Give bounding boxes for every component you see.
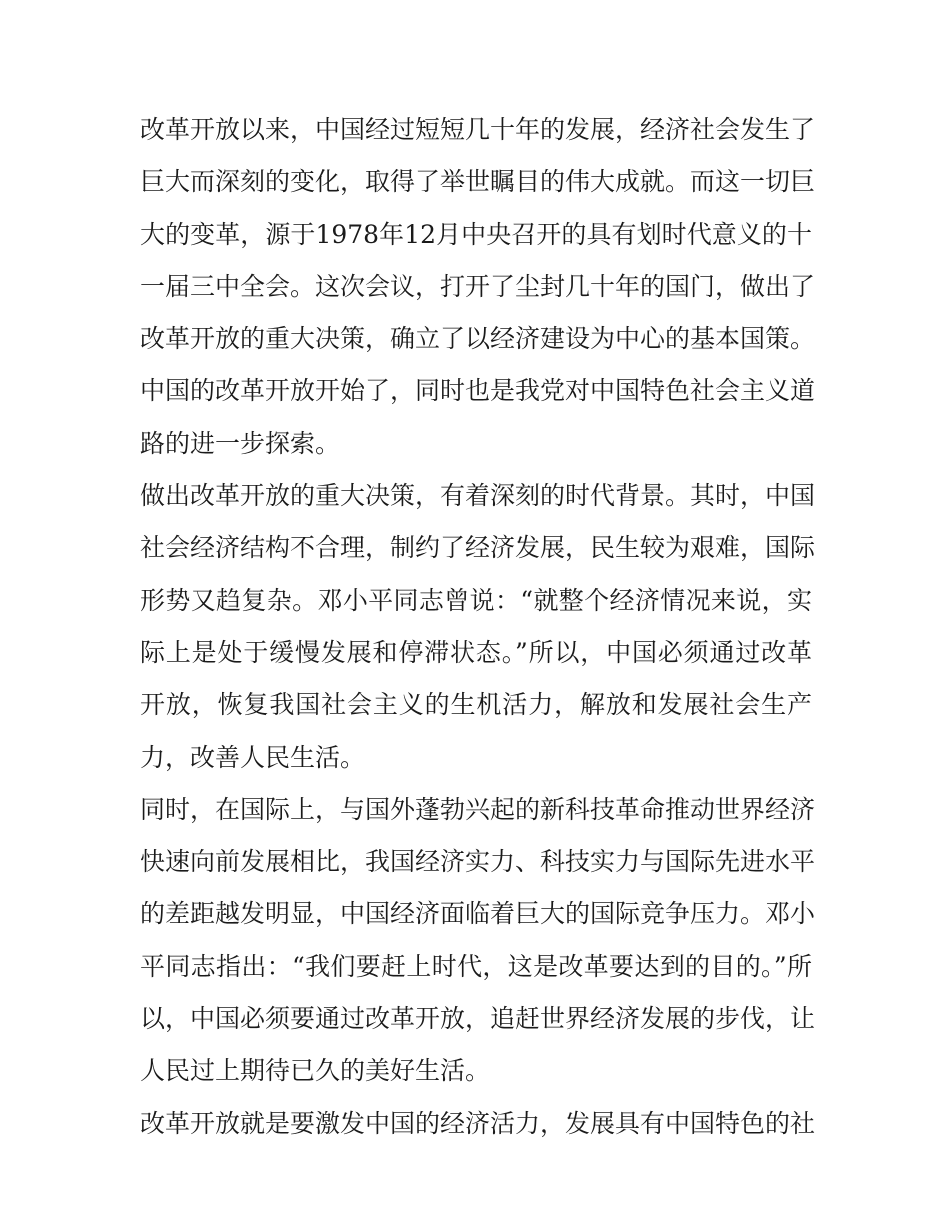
text-line: 巨大而深刻的变化，取得了举世瞩目的伟大成就。而这一切巨 — [140, 167, 816, 197]
text-line: 人民过上期待已久的美好生活。 — [140, 1056, 491, 1086]
paragraph-2 — [140, 470, 816, 784]
text-line: 改革开放以来，中国经过短短几十年的发展，经济社会发生了 — [140, 115, 816, 144]
text-line: 以，中国必须要通过改革开放，追赶世界经济发展的步伐，让 — [140, 1004, 816, 1034]
text-line: 社会经济结构不合理，制约了经济发展，民生较为艰难，国际 — [140, 533, 816, 563]
paragraph-3 — [140, 784, 816, 1098]
text-line: 做出改革开放的重大决策，有着深刻的时代背景。其时，中国 — [140, 481, 816, 511]
text-line: 一届三中全会。这次会议，打开了尘封几十年的国门，做出了 — [140, 271, 816, 301]
text-line: 开放，恢复我国社会主义的生机活力，解放和发展社会生产 — [140, 690, 812, 720]
paragraph-4 — [140, 1098, 816, 1150]
text-line: 大的变革，源于1978年12月中央召开的具有划时代意义的十 — [140, 219, 812, 249]
text-line: 力，改善人民生活。 — [140, 742, 366, 772]
text-line: 平同志指出：“我们要赶上时代，这是改革要达到的目的。”所 — [140, 951, 812, 981]
text-line: 路的进一步探索。 — [140, 428, 341, 458]
text-line: 中国的改革开放开始了，同时也是我党对中国特色社会主义道 — [140, 376, 816, 406]
text-line: 改革开放就是要激发中国的经济活力，发展具有中国特色的社 — [140, 1108, 816, 1138]
text-line: 快速向前发展相比，我国经济实力、科技实力与国际先进水平 — [140, 847, 816, 877]
text-line: 同时，在国际上，与国外蓬勃兴起的新科技革命推动世界经济 — [140, 794, 816, 824]
paragraph-1 — [140, 104, 816, 470]
document-body — [140, 104, 816, 1150]
text-line: 形势又趋复杂。邓小平同志曾说：“就整个经济情况来说，实 — [140, 585, 812, 615]
text-line: 际上是处于缓慢发展和停滞状态。”所以，中国必须通过改革 — [140, 637, 812, 667]
text-line: 的差距越发明显，中国经济面临着巨大的国际竞争压力。邓小 — [140, 899, 816, 929]
text-line: 改革开放的重大决策，确立了以经济建设为中心的基本国策。 — [140, 324, 816, 354]
